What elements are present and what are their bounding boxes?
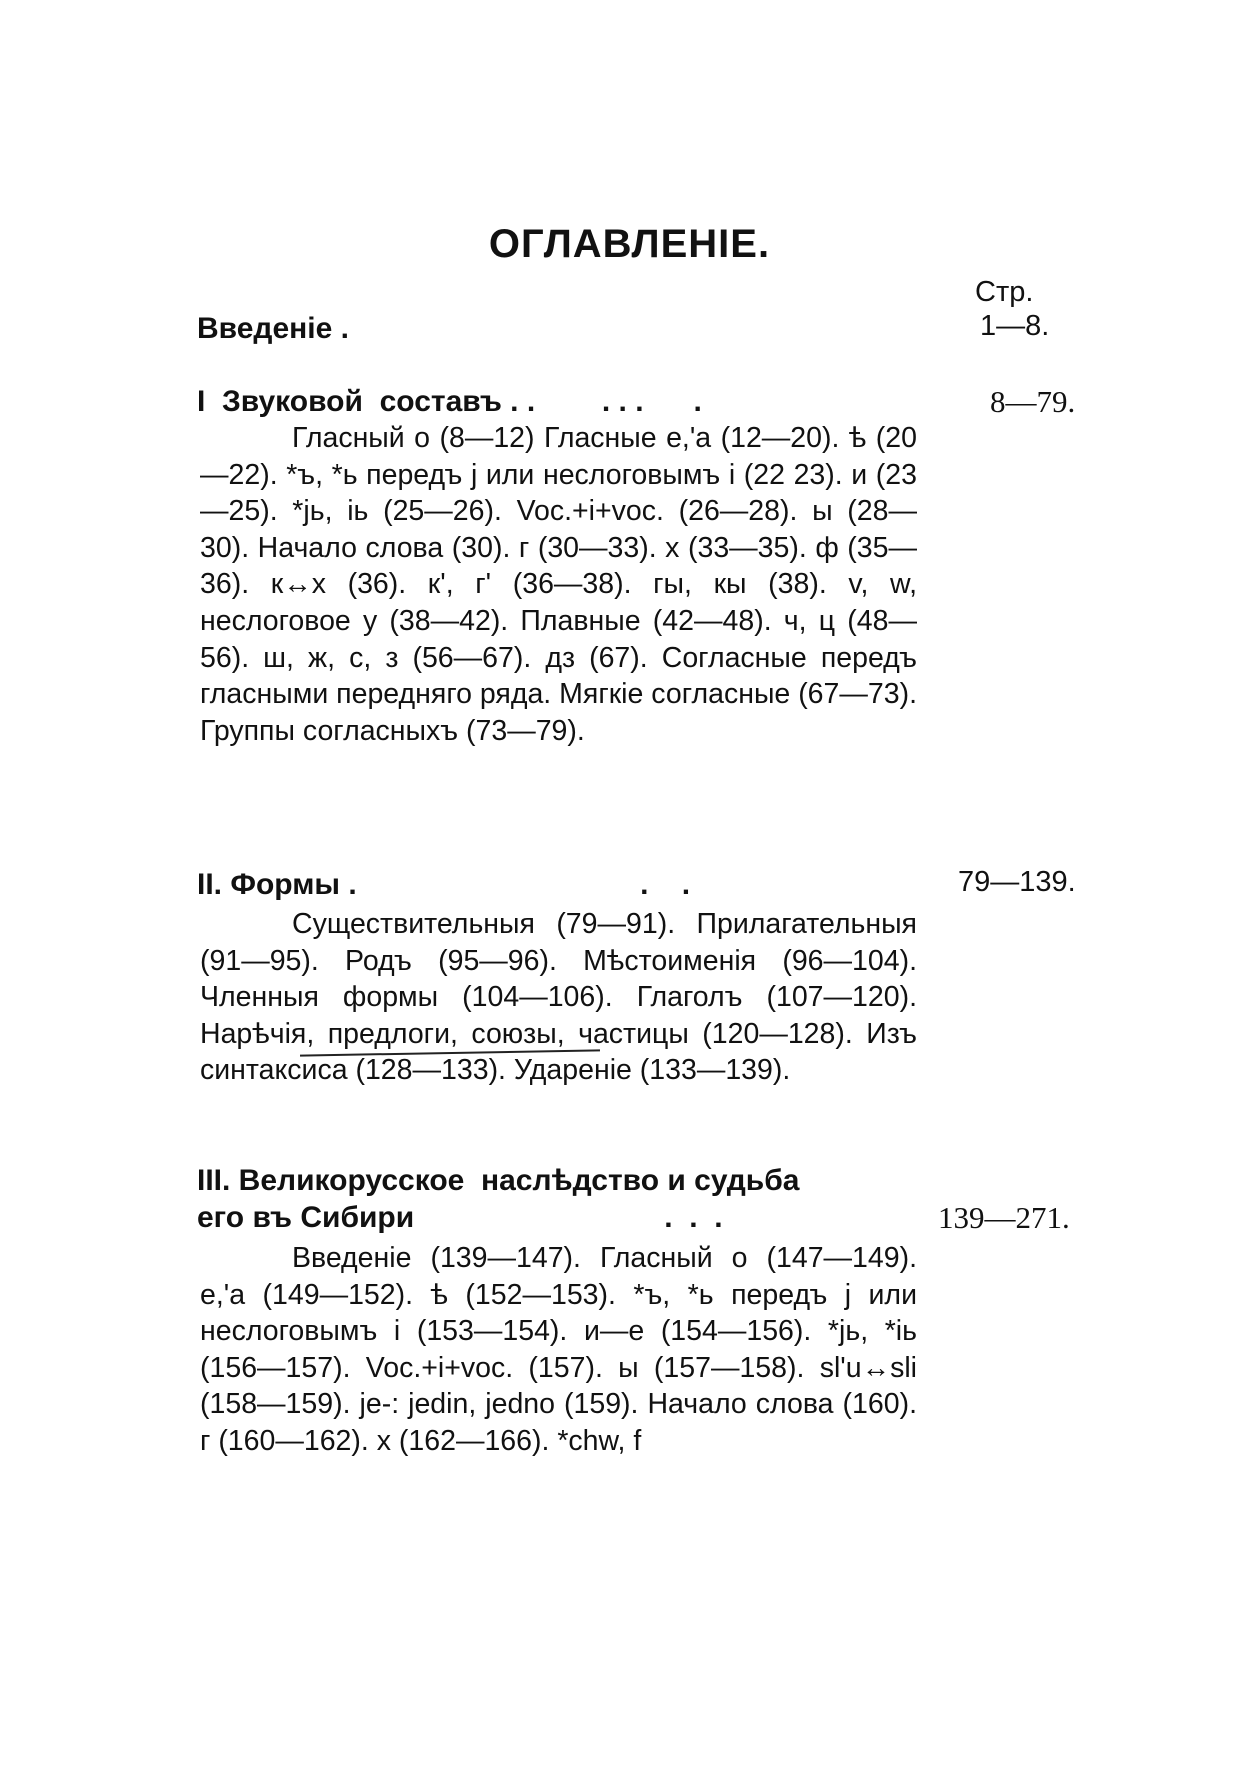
entry-pages-section-3: 139—271. [938, 1200, 1070, 1235]
entry-heading-introduction: Введеніе . [197, 312, 349, 345]
entry-body-section-2: Существительныя (79—91). Прилагательныя (91—95). Родъ (95—96). Мѣстоименія (96—104). Членныя формы (104—106). Глаголъ (107—120). Нарѣчія, предлоги, союзы, частицы (120—128). Изъ синтаксиса (128—133). Удареніе (133—139). [200, 908, 917, 1087]
entry-body-section-1: Гласный о (8—12) Гласные е,'а (12—20). ѣ (20—22). *ъ, *ь передъ j или неслоговымъ і (22 23). и (23—25). *jь, іь (25—26). Voc.+i+voc. (26—28). ы (28—30). Начало слова (30). г (30—33). х (33—35). ф (35—36). к↔х (36). к', г' (36—38). гы, кы (38). v, w, неслоговое у (38—42). Плавные (42—48). ч, ц (48—56). ш, ж, с, з (56—67). дз (67). Согласные передъ гласными передняго ряда. Мягкіе согласные (67—73). Группы согласныхъ (73—79). [200, 422, 917, 747]
entry-heading-section-2: II. Формы . . . [197, 868, 691, 901]
entry-heading-section-3-line2: его въ Сибири . . . [197, 1201, 723, 1234]
entry-heading-section-3-line1: III. Великорусское наслѣдство и судьба [197, 1164, 800, 1197]
entry-heading-section-1: I Звуковой составъ . . . . . . [197, 385, 702, 418]
entry-pages-introduction: 1—8. [980, 310, 1050, 342]
page-title: ОГЛАВЛЕНІЕ. [488, 222, 771, 266]
entry-pages-section-2: 79—139. [958, 866, 1076, 898]
entry-pages-section-1: 8—79. [990, 384, 1076, 419]
pages-column-label: Стр. [975, 276, 1034, 308]
entry-body-section-3: Введеніе (139—147). Гласный о (147—149). е,'а (149—152). ѣ (152—153). *ъ, *ь передъ j или неслоговымъ і (153—154). и—е (154—156). *jь, *іь (156—157). Voc.+i+voc. (157). ы (157—158). sl'u↔sli (158—159). je-: jedin, jedno (159). Начало слова (160). г (160—162). х (162—166). *chw, f [200, 1242, 917, 1457]
